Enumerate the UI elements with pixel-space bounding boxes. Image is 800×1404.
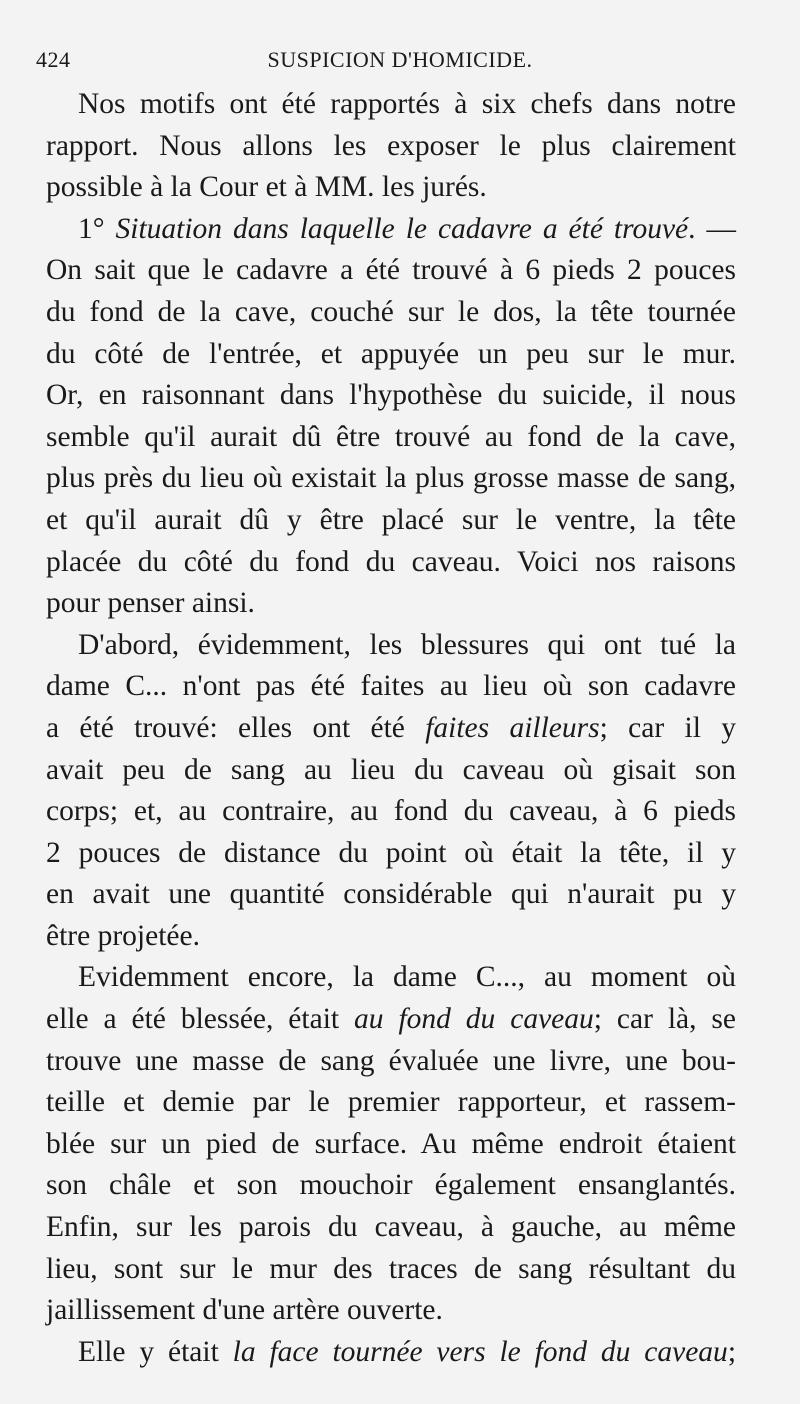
text-line: elle a été blessée, était au fond du caveau; car là, se — [46, 1003, 736, 1036]
text-line: 1° Situation dans laquelle le cadavre a été trouvé. — — [78, 212, 736, 245]
text-line: jaillissement d'une artère ouverte. — [46, 1294, 443, 1327]
text-line: semble qu'il aurait dû être trouvé au fond de la cave, — [46, 420, 736, 453]
text-line: blée sur un pied de surface. Au même endroit étaient — [46, 1127, 736, 1160]
text-line: D'abord, évidemment, les blessures qui ont tué la — [78, 628, 736, 661]
text-line: Or, en raisonnant dans l'hypothèse du suicide, il nous — [46, 379, 736, 412]
text-line: son châle et son mouchoir également ensanglantés. — [46, 1169, 736, 1202]
text-line: corps; et, au contraire, au fond du caveau, à 6 pieds — [46, 795, 736, 828]
text-line: rapport. Nous allons les exposer le plus clairement — [46, 129, 736, 162]
text-line: du côté de l'entrée, et appuyée un peu sur le mur. — [46, 337, 736, 370]
text-line: être projetée. — [46, 919, 200, 952]
italic-phrase: Situation dans laquelle le cadavre a été trouvé — [115, 212, 689, 245]
italic-phrase: faites ailleurs — [425, 711, 600, 744]
text-line: du fond de la cave, couché sur le dos, la tête tournée — [46, 295, 736, 328]
text-line: avait peu de sang au lieu du caveau où gisait son — [46, 753, 736, 786]
page-number: 424 — [36, 47, 71, 72]
text-line: dame C... n'ont pas été faites au lieu où son cadavre — [46, 670, 736, 703]
italic-phrase: au fond du caveau — [354, 1003, 594, 1036]
text-line: possible à la Cour et à MM. les jurés. — [46, 171, 487, 204]
text-line: plus près du lieu où existait la plus grosse masse de sang, — [46, 462, 736, 495]
page-header — [36, 40, 764, 80]
text-line: et qu'il aurait dû y être placé sur le ventre, la tête — [46, 503, 736, 536]
text-line: On sait que le cadavre a été trouvé à 6 pieds 2 pouces — [46, 254, 736, 287]
text-line: Evidemment encore, la dame C..., au moment où — [78, 961, 736, 994]
text-line: teille et demie par le premier rapporteur, et rassem- — [46, 1086, 736, 1119]
text-line: pour penser ainsi. — [46, 587, 255, 620]
text-line: lieu, sont sur le mur des traces de sang résultant du — [46, 1252, 736, 1285]
text-line: trouve une masse de sang évaluée une livre, une bou- — [46, 1044, 736, 1077]
body-text — [46, 84, 736, 1373]
text-line: Enfin, sur les parois du caveau, à gauche, au même — [46, 1211, 736, 1244]
text-line: Nos motifs ont été rapportés à six chefs dans notre — [78, 88, 736, 120]
text-line: placée du côté du fond du caveau. Voici nos raisons — [46, 545, 736, 578]
text-line: 2 pouces de distance du point où était la tête, il y — [46, 836, 736, 869]
running-head: SUSPICION D'HOMICIDE. — [267, 47, 533, 72]
text-line: en avait une quantité considérable qui n'aurait pu y — [46, 878, 736, 911]
italic-phrase: la face tournée vers le fond du caveau — [232, 1335, 728, 1368]
text-line: Elle y était la face tournée vers le fond du caveau; — [78, 1335, 737, 1368]
text-line: a été trouvé: elles ont été faites ailleurs; car il y — [46, 711, 736, 744]
